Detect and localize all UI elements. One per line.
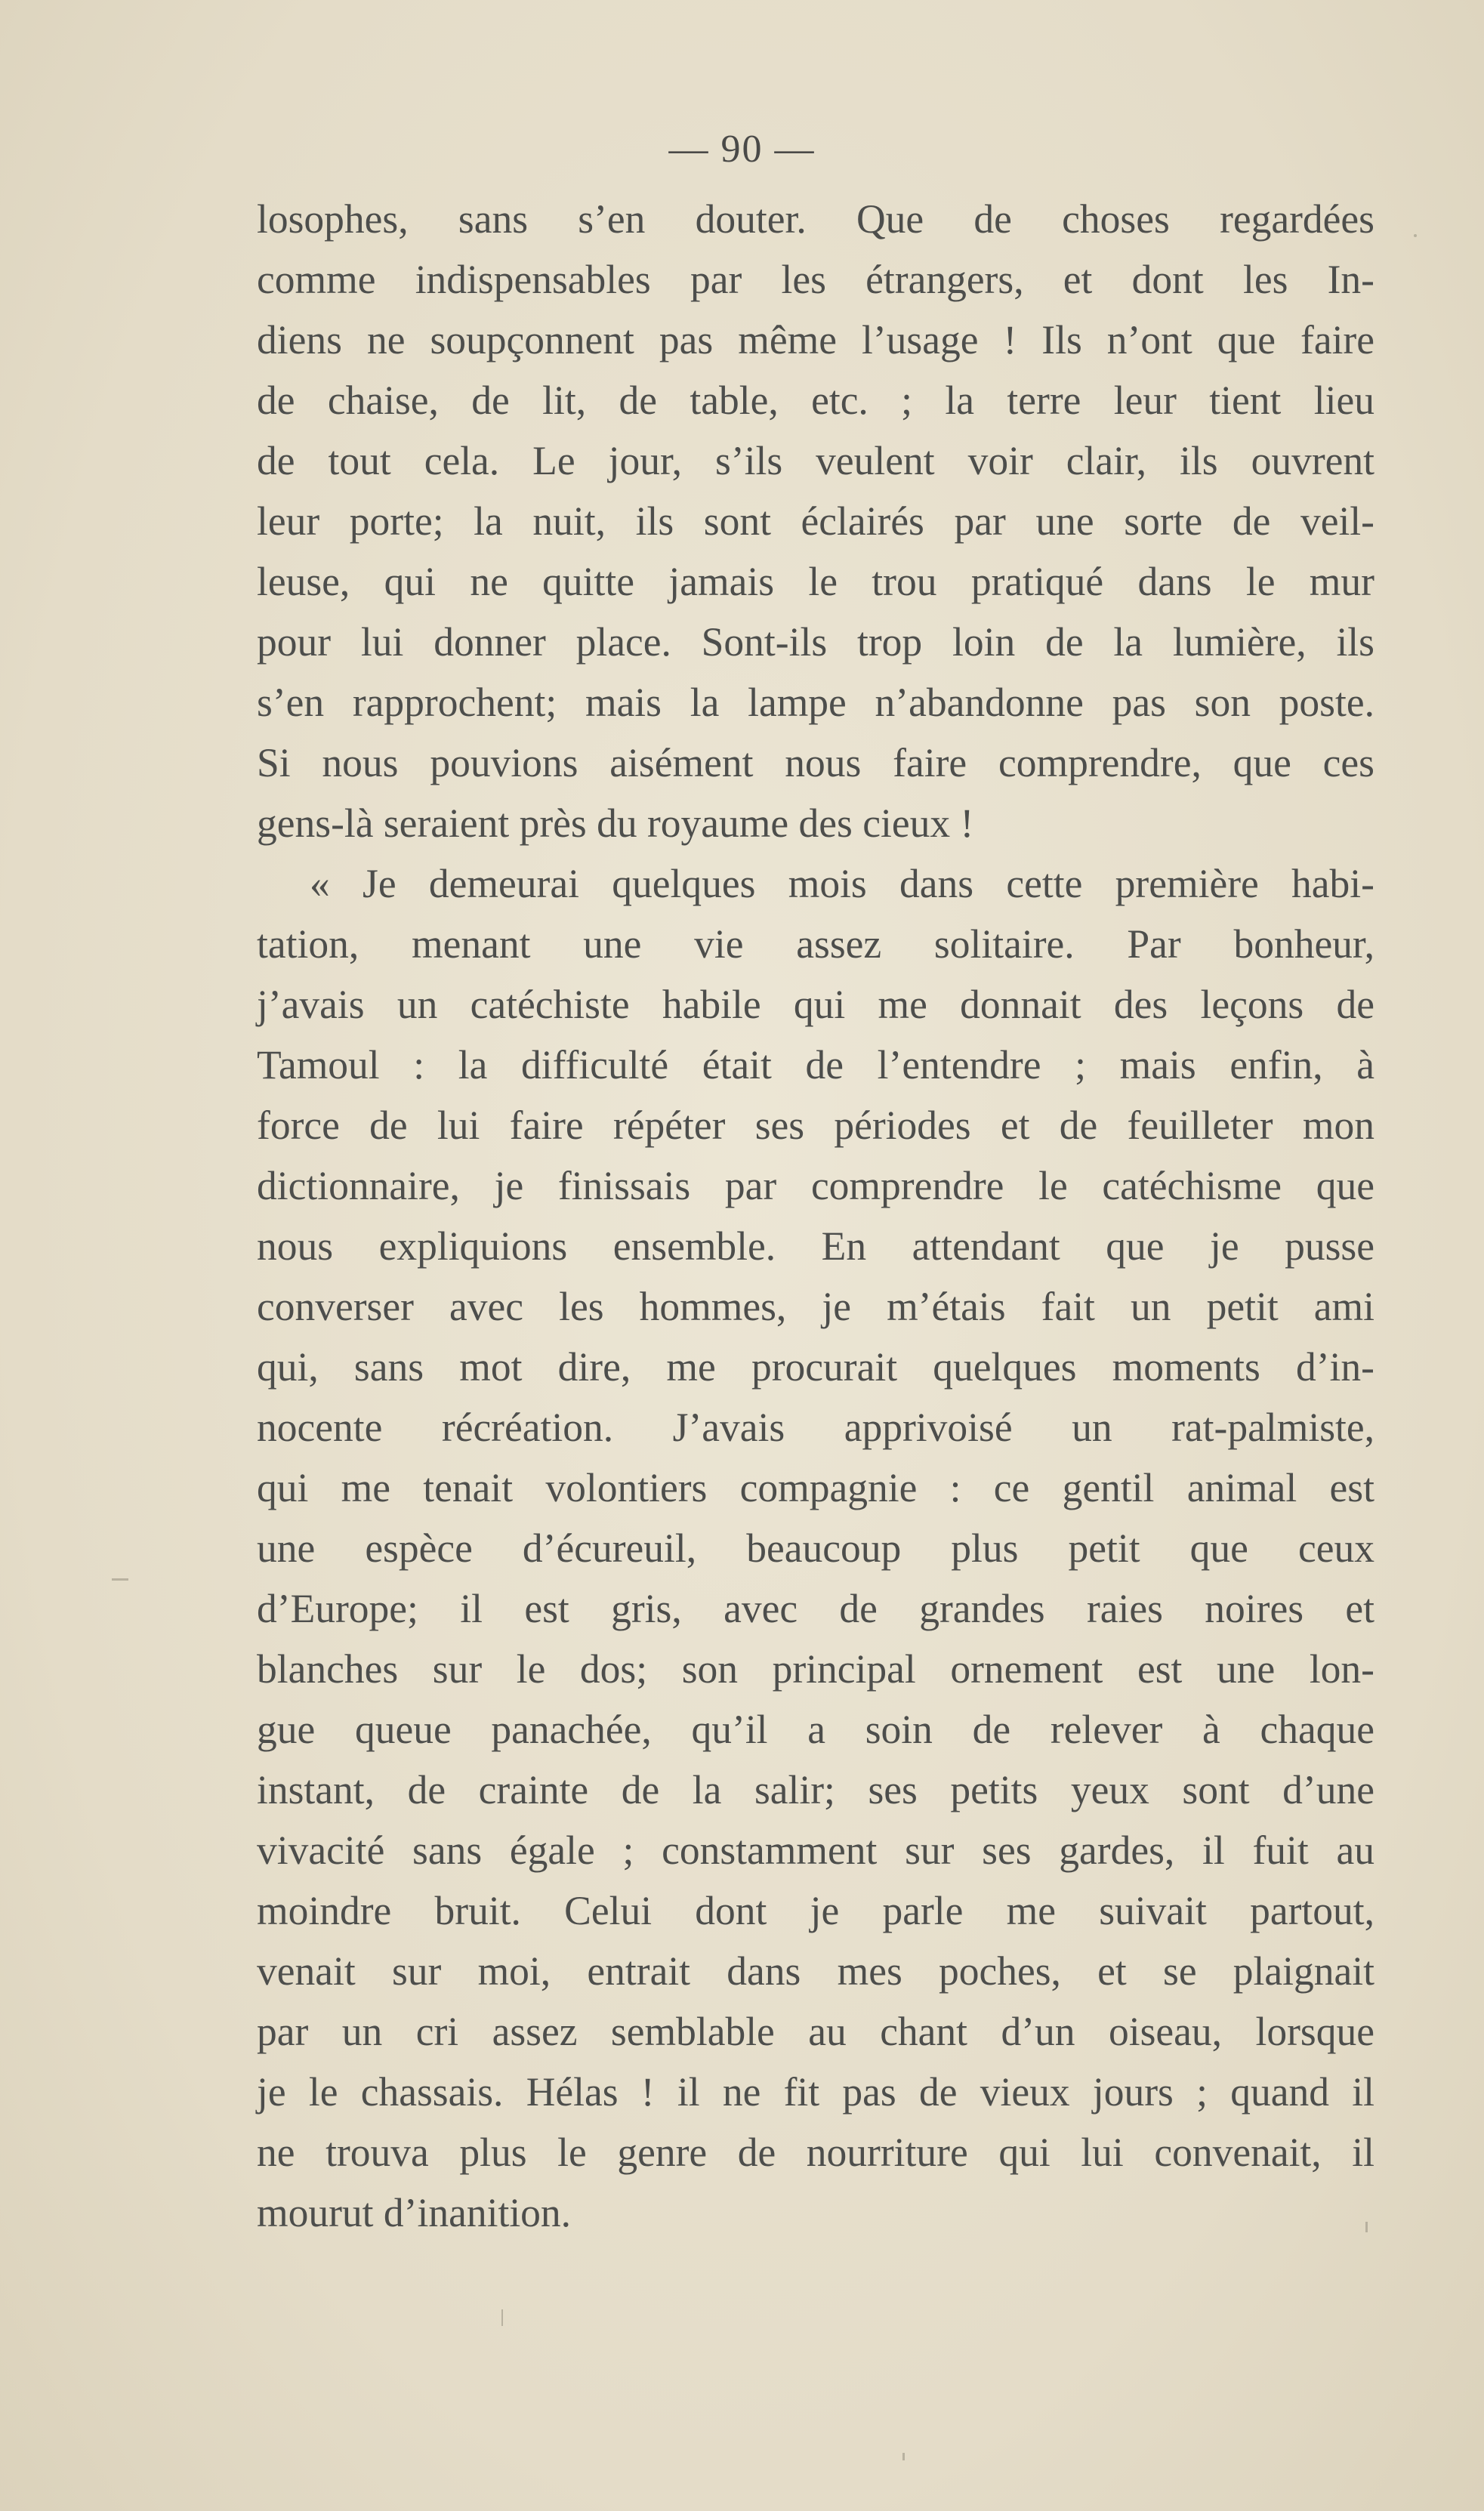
- text-line: vivacité sans égale ; constamment sur ses gardes, il fuit au: [257, 1828, 1374, 1873]
- text-line: j’avais un catéchiste habile qui me donnait des leçons de: [257, 982, 1374, 1027]
- body-text: [257, 189, 1374, 2243]
- text-line: d’Europe; il est gris, avec de grandes raies noires et: [257, 1586, 1374, 1631]
- text-line: mourut d’inanition.: [257, 2190, 572, 2235]
- text-line: moindre bruit. Celui dont je parle me suivait partout,: [257, 1888, 1374, 1933]
- text-line: leuse, qui ne quitte jamais le trou pratiqué dans le mur: [257, 559, 1374, 604]
- text-line: nocente récréation. J’avais apprivoisé un rat-palmiste,: [257, 1405, 1374, 1450]
- text-line: converser avec les hommes, je m’étais fait un petit ami: [257, 1284, 1374, 1329]
- text-line: de chaise, de lit, de table, etc. ; la terre leur tient lieu: [257, 378, 1374, 423]
- text-line: gens-là seraient près du royaume des cieux !: [257, 800, 974, 846]
- text-line: nous expliquions ensemble. En attendant que je pusse: [257, 1223, 1374, 1269]
- text-line: ne trouva plus le genre de nourriture qui lui convenait, il: [257, 2130, 1374, 2175]
- text-line: qui me tenait volontiers compagnie : ce gentil animal est: [257, 1465, 1374, 1510]
- text-line: venait sur moi, entrait dans mes poches, et se plaignait: [257, 1948, 1374, 1994]
- text-line: gue queue panachée, qu’il a soin de relever à chaque: [257, 1707, 1374, 1752]
- paper-speck: [902, 2453, 905, 2460]
- text-line: Si nous pouvions aisément nous faire comprendre, que ces: [257, 740, 1374, 785]
- text-line: par un cri assez semblable au chant d’un oiseau, lorsque: [257, 2009, 1374, 2054]
- paper-speck: [1365, 2222, 1368, 2232]
- page-number: — 90 —: [668, 128, 816, 171]
- text-line: de tout cela. Le jour, s’ils veulent voir clair, ils ouvrent: [257, 438, 1374, 483]
- text-line: tation, menant une vie assez solitaire. Par bonheur,: [257, 921, 1374, 967]
- text-line: comme indispensables par les étrangers, et dont les In-: [257, 257, 1374, 302]
- text-line: pour lui donner place. Sont-ils trop loin de la lumière, ils: [257, 619, 1374, 665]
- text-line: « Je demeurai quelques mois dans cette première habi-: [310, 861, 1374, 906]
- text-line: blanches sur le dos; son principal ornement est une lon-: [257, 1646, 1374, 1692]
- text-line: qui, sans mot dire, me procurait quelques moments d’in-: [257, 1344, 1374, 1390]
- text-line: s’en rapprochent; mais la lampe n’abandonne pas son poste.: [257, 680, 1374, 725]
- text-line: leur porte; la nuit, ils sont éclairés par une sorte de veil-: [257, 498, 1374, 544]
- text-line: diens ne soupçonnent pas même l’usage ! Ils n’ont que faire: [257, 317, 1374, 362]
- text-line: une espèce d’écureuil, beaucoup plus petit que ceux: [257, 1525, 1374, 1571]
- paper-speck: [501, 2309, 503, 2326]
- text-line: je le chassais. Hélas ! il ne fit pas de vieux jours ; quand il: [257, 2069, 1374, 2115]
- text-line: losophes, sans s’en douter. Que de choses regardées: [257, 196, 1374, 242]
- paper-speck: [1414, 234, 1417, 237]
- paper-speck: [112, 1578, 128, 1581]
- text-line: dictionnaire, je finissais par comprendre le catéchisme que: [257, 1163, 1374, 1208]
- text-line: instant, de crainte de la salir; ses petits yeux sont d’une: [257, 1767, 1374, 1812]
- text-line: Tamoul : la difficulté était de l’entendre ; mais enfin, à: [257, 1042, 1374, 1087]
- text-line: force de lui faire répéter ses périodes et de feuilleter mon: [257, 1103, 1374, 1148]
